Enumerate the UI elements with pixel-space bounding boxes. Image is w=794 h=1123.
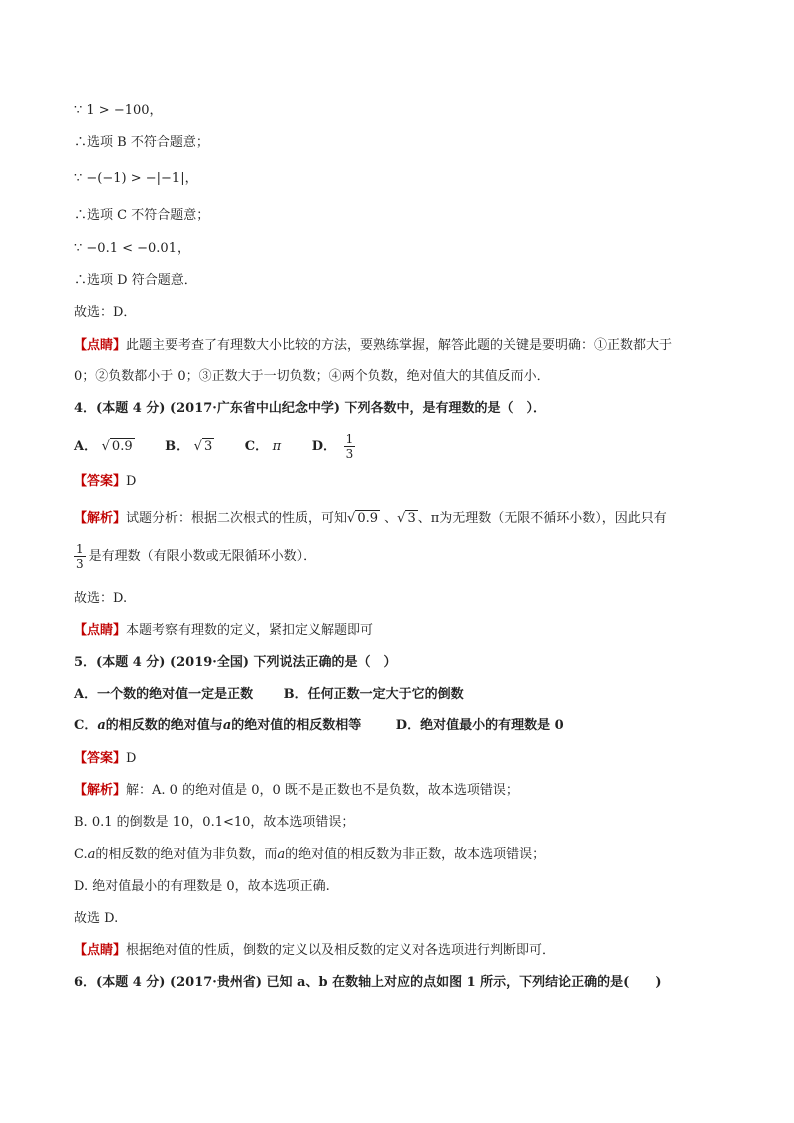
q4-option-a [74,433,135,461]
question-4-stem: 4．(本题 4 分) (2017·广东省中山纪念中学) 下列各数中，是有理数的是（ ）． [74,401,547,416]
q4-jiexi-text-b: 是有理数（有限小数或无限循环小数）． [88,549,317,564]
variable-a: a [97,718,106,733]
q5-option-d: D．绝对值最小的有理数是 0 [395,718,564,733]
dianjing-tag: 【点睛】 [74,943,127,958]
q5-options-row-1 [74,686,464,704]
fraction-numerator: 1 [345,432,354,446]
q5-options-row-2 [74,717,564,735]
q4-option-d [312,432,358,461]
reason-line-1: ∵ 1 > −100， [74,103,163,118]
q4-option-c-value: π [272,439,282,454]
q5-dianjing-line [74,942,555,960]
conclusion-line-1: ∴选项 B 不符合题意； [74,135,209,150]
q4-option-a-label: A． [74,439,98,454]
q5-jiexi-line-d: D. 绝对值最小的有理数是 0，故本选项正确. [74,879,330,894]
answer-tag: 【答案】 [74,474,127,489]
question-4-options [74,432,358,461]
q4-jiexi-radicand-1: 0.9 [357,511,379,526]
q4-dianjing-line [74,622,373,640]
q5-option-c-text-2: 的绝对值的相反数相等 [231,718,362,733]
q4-jiexi-fraction [74,542,86,571]
q4-option-c [245,433,281,461]
q5-jiexi-c-label: C. [74,847,88,862]
q4-jiexi-line-2 [74,540,316,574]
q4-option-b-label: B． [165,439,190,454]
answer-tag: 【答案】 [74,751,127,766]
q5-answer-choice: 故选 D. [74,911,119,926]
conclusion-line-2: ∴选项 C 不符合题意； [74,208,210,223]
reason-line-3: ∵ −0.1 < −0.01， [74,241,190,256]
q4-option-d-fraction [344,432,356,461]
q5-dianjing-text: 根据绝对值的性质，倒数的定义以及相反数的定义对各选项进行判断即可． [126,943,556,958]
q4-option-d-label: D． [311,439,337,454]
dianjing-tag: 【点睛】 [74,623,127,638]
sqrt-symbol: √ 3 [397,511,416,526]
conclusion-line-3: ∴选项 D 符合题意． [74,273,197,288]
q4-answer-value: D [126,474,137,489]
reason-line-2: ∵ −(−1) > −|−1|， [74,171,198,186]
q5-jiexi-line-b: B. 0.1 的倒数是 10，0.1<10，故本选项错误； [74,815,355,830]
q5-option-b: B．任何正数一定大于它的倒数 [283,687,464,702]
q4-answer-line [74,473,136,491]
variable-a: a [222,718,232,733]
q4-answer-choice: 故选：D. [74,591,128,606]
q4-jiexi-text-a3: 、π为无理数（无限不循环小数），因此只有 [417,511,667,526]
q4-jiexi-radicand-2: 3 [407,511,416,526]
q4-option-c-label: C． [244,439,269,454]
q5-answer-value: D [126,751,137,766]
fraction-denominator: 3 [76,557,84,571]
q4-jiexi-text-a1: 试题分析：根据二次根式的性质，可知 [126,511,348,526]
variable-a: a [87,847,96,862]
variable-a: a [277,847,286,862]
question-5-stem: 5．(本题 4 分) (2019·全国) 下列说法正确的是（ ） [74,655,397,670]
sqrt-symbol: √ 0.9 [101,439,133,454]
sqrt-symbol: √ 3 [193,439,213,454]
dianjing-paragraph-1-cont: 0；②负数都小于 0；③正数大于一切负数；④两个负数，绝对值大的其值反而小． [74,369,550,384]
dianjing-tag: 【点睛】 [74,338,127,353]
sqrt-symbol: √ 0.9 [347,511,379,526]
q5-jiexi-c-text-2: 的绝对值的相反数为非正数，故本选项错误； [285,847,546,862]
q5-answer-line [74,750,136,768]
q4-jiexi-line-1 [74,508,667,530]
q5-option-c-text-1: 的相反数的绝对值与 [105,718,223,733]
jiexi-tag: 【解析】 [74,511,127,526]
q5-option-a: A．一个数的绝对值一定是正数 [74,687,254,702]
answer-choice-line: 故选：D． [74,305,137,320]
dianjing-text-a: 此题主要考查了有理数大小比较的方法，要熟练掌握，解答此题的关键是要明确：①正数都大于 [126,338,673,353]
q5-jiexi-line-a [74,782,519,800]
q5-option-c-label: C． [74,718,98,733]
q4-jiexi-text-a2: 、 [384,511,398,526]
dianjing-paragraph-1 [74,337,672,355]
q4-dianjing-text: 本题考察有理数的定义，紧扣定义解题即可 [126,623,374,638]
fraction-denominator: 3 [345,447,354,461]
q5-jiexi-c-text-1: 的相反数的绝对值为非负数，而 [95,847,278,862]
q4-option-a-radicand: 0.9 [111,439,133,454]
q5-jiexi-line-c [74,846,545,864]
q5-jiexi-text-a: 解：A. 0 的绝对值是 0，0 既不是正数也不是负数，故本选项错误； [126,783,519,798]
q4-option-b [165,433,214,461]
question-6-stem: 6．(本题 4 分) (2017·贵州省) 已知 a、b 在数轴上对应的点如图 1 所示，下列结论正确的是( ) [74,975,662,990]
fraction-numerator: 1 [76,542,84,556]
q4-option-b-radicand: 3 [203,439,213,454]
jiexi-tag: 【解析】 [74,783,127,798]
q5-option-c [74,718,361,733]
